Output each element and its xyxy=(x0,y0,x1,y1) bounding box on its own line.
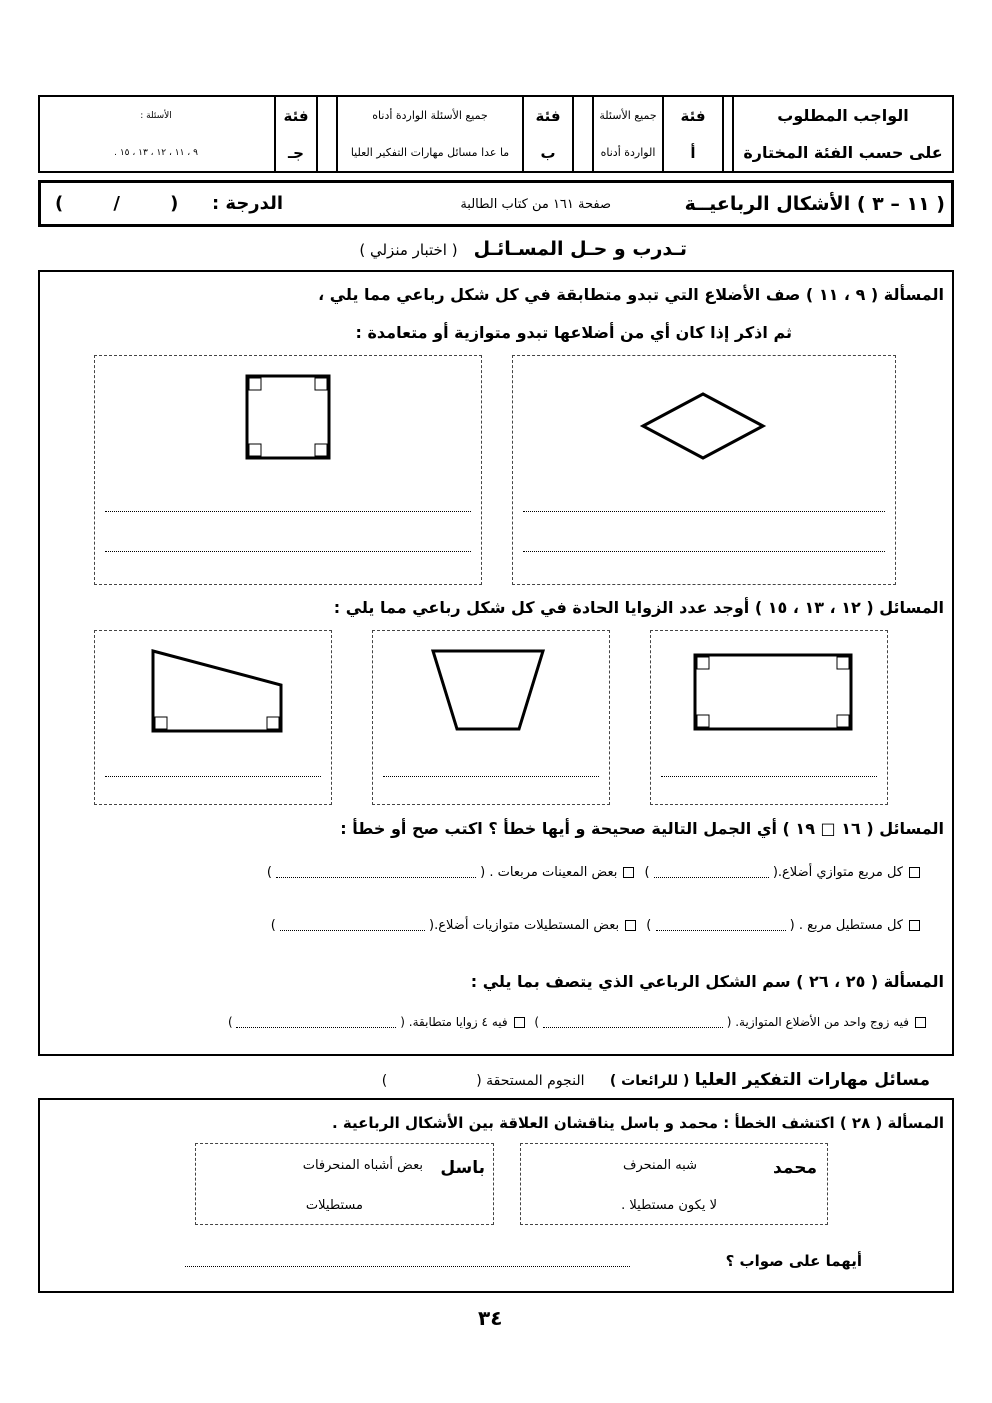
desc: ما عدا مسائل مهارات التفكير العليا xyxy=(350,146,510,159)
statement: مستطيلات xyxy=(305,1198,363,1213)
checkbox[interactable] xyxy=(909,920,920,931)
assignment-title xyxy=(732,97,952,171)
category-table xyxy=(38,95,954,173)
checkbox[interactable] xyxy=(514,1017,525,1028)
statement: فيه ٤ زوايا متطابقة. xyxy=(408,1015,508,1029)
section1-heading xyxy=(359,238,687,260)
desc: ٩ ، ١١ ، ١٢ ، ١٣ ، ١٥ . xyxy=(114,147,198,158)
category-a-desc xyxy=(592,97,662,171)
trapezoid-box xyxy=(372,630,610,805)
trapezoid-shape xyxy=(371,631,609,806)
basel-card xyxy=(195,1143,494,1225)
student-name: باسل xyxy=(440,1158,485,1178)
q5-question: أيهما على صواب ؟ xyxy=(725,1252,862,1270)
heading-sub: ( للرائعات ) xyxy=(609,1073,690,1089)
grade-label: الدرجة : xyxy=(211,193,283,214)
category-label: فئة xyxy=(535,106,561,125)
right-trapezoid-box xyxy=(94,630,332,805)
rectangle-shape xyxy=(649,631,887,806)
grade-field[interactable]: ( / ) xyxy=(55,193,179,214)
desc: جميع الأسئلة الواردة أدناه xyxy=(372,109,488,122)
mohammed-card xyxy=(520,1143,828,1225)
answer-field[interactable] xyxy=(236,1018,396,1028)
student-name: محمد xyxy=(773,1158,817,1178)
q4-row: فيه زوج واحد من الأضلاع المتوازية. ( ) فيه ٤ زوايا متطابقة. ( ) xyxy=(228,1015,932,1029)
checkbox[interactable] xyxy=(625,920,636,931)
statement: بعض المستطيلات متوازيات أضلاع. xyxy=(434,918,620,933)
page-number: ٣٤ xyxy=(478,1306,503,1330)
desc: الواردة أدناه xyxy=(600,146,656,159)
right-trapezoid-shape xyxy=(93,631,331,806)
q5-line: المسألة ( ٢٨ ) اكتشف الخطأ : محمد و باسل يناقشان العلاقة بين الأشكال الرباعية . xyxy=(332,1114,944,1132)
q5-answer-field[interactable] xyxy=(185,1266,630,1267)
category-label: فئة xyxy=(283,106,309,125)
statement: شبه المنحرف xyxy=(623,1158,697,1173)
category-b-desc xyxy=(336,97,522,171)
category-letter: جـ xyxy=(288,143,304,162)
q4-line: المسألة ( ٢٥ ، ٢٦ ) سم الشكل الرباعي الذي يتصف بما يلي : xyxy=(470,972,944,991)
rhombus-box xyxy=(512,355,896,585)
q3-line: المسائل ( ١٦ □ ١٩ ) أي الجمل التالية صحيحة و أيها خطأ ؟ اكتب صح أو خطأ : xyxy=(340,819,944,838)
section2-heading xyxy=(382,1070,930,1090)
answer-field[interactable] xyxy=(543,1018,723,1028)
category-a xyxy=(662,97,722,171)
stars-field[interactable]: النجوم المستحقة ( ) xyxy=(381,1073,585,1089)
desc: جميع الأسئلة xyxy=(599,109,657,122)
statement: كل مستطيل مربع . xyxy=(798,918,903,933)
q2-line: المسائل ( ١٢ ، ١٣ ، ١٥ ) أوجد عدد الزوايا الحادة في كل شكل رباعي مما يلي : xyxy=(333,598,944,617)
category-letter: ب xyxy=(540,143,556,162)
category-b xyxy=(522,97,572,171)
statement: بعض المعينات مربعات . xyxy=(489,865,618,880)
heading-main: تـدرب و حـل المسـائـل xyxy=(473,238,687,260)
rectangle-box xyxy=(650,630,888,805)
q3-row1: كل مربع متوازي أضلاع.( ) بعض المعينات مربعات . ( ) xyxy=(267,865,926,880)
statement: فيه زوج واحد من الأضلاع المتوازية. xyxy=(735,1015,909,1029)
checkbox[interactable] xyxy=(623,867,634,878)
answer-field[interactable] xyxy=(654,868,769,878)
lesson-title-bar xyxy=(38,180,954,227)
heading-sub: ( اختبار منزلي ) xyxy=(359,241,458,259)
answer-field[interactable] xyxy=(280,921,425,931)
title-line: الواجب المطلوب xyxy=(777,106,909,125)
q3-row2: كل مستطيل مربع . ( ) بعض المستطيلات متوازيات أضلاع.( ) xyxy=(271,918,926,933)
desc: الأسئلة : xyxy=(140,110,172,121)
q1-line2: ثم اذكر إذا كان أي من أضلاعها تبدو متوازية أو متعامدة : xyxy=(355,323,792,342)
square-box xyxy=(94,355,482,585)
textbook-page: صفحة ١٦١ من كتاب الطالبة xyxy=(460,197,611,212)
statement: كل مربع متوازي أضلاع. xyxy=(777,865,903,880)
category-letter: أ xyxy=(690,143,696,162)
category-c xyxy=(274,97,316,171)
checkbox[interactable] xyxy=(915,1017,926,1028)
category-label: فئة xyxy=(680,106,706,125)
heading-main: مسائل مهارات التفكير العليا xyxy=(694,1070,930,1090)
statement: لا يكون مستطيلا . xyxy=(621,1198,717,1213)
lesson-title: ( ١١ – ٣ ) الأشكال الرباعيــة xyxy=(684,193,945,215)
answer-field[interactable] xyxy=(656,921,786,931)
category-c-desc xyxy=(38,97,274,171)
checkbox[interactable] xyxy=(909,867,920,878)
title-line: على حسب الفئة المختارة xyxy=(743,143,943,162)
answer-field[interactable] xyxy=(276,868,476,878)
q1-line1: المسألة ( ٩ ، ١١ ) صف الأضلاع التي تبدو متطابقة في كل شكل رباعي مما يلي ، xyxy=(318,285,944,304)
statement: بعض أشباه المنحرفات xyxy=(302,1158,423,1173)
